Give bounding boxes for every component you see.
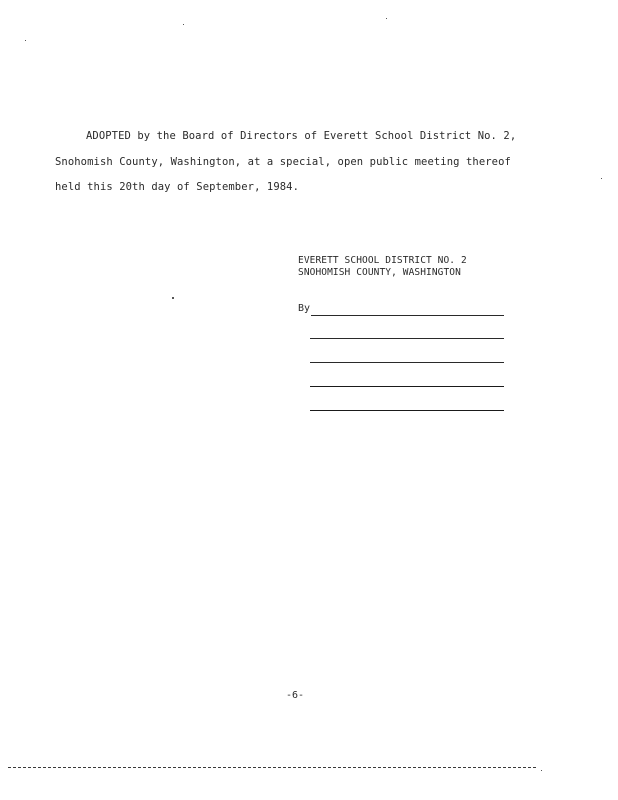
- scan-speck: [25, 40, 26, 41]
- scan-speck: [172, 297, 174, 299]
- signature-line-4: [310, 386, 504, 387]
- signature-line-by: [311, 315, 504, 316]
- scan-speck: [541, 770, 542, 771]
- scan-speck: [601, 178, 602, 179]
- page-number: -6-: [286, 690, 305, 701]
- signature-district-name: EVERETT SCHOOL DISTRICT NO. 2: [298, 255, 467, 266]
- signature-line-5: [310, 410, 504, 411]
- resolution-line-2: Snohomish County, Washington, at a special, open public meeting thereof: [55, 156, 511, 168]
- resolution-line-1: ADOPTED by the Board of Directors of Everett School District No. 2,: [86, 130, 517, 142]
- scan-speck: [183, 24, 184, 25]
- signature-county-name: SNOHOMISH COUNTY, WASHINGTON: [298, 267, 461, 278]
- signature-line-3: [310, 362, 504, 363]
- by-label: By: [298, 303, 311, 314]
- signature-line-2: [310, 338, 504, 339]
- scan-speck: [386, 18, 387, 19]
- resolution-line-3: held this 20th day of September, 1984.: [55, 181, 300, 193]
- footer-scan-rule: [8, 767, 536, 768]
